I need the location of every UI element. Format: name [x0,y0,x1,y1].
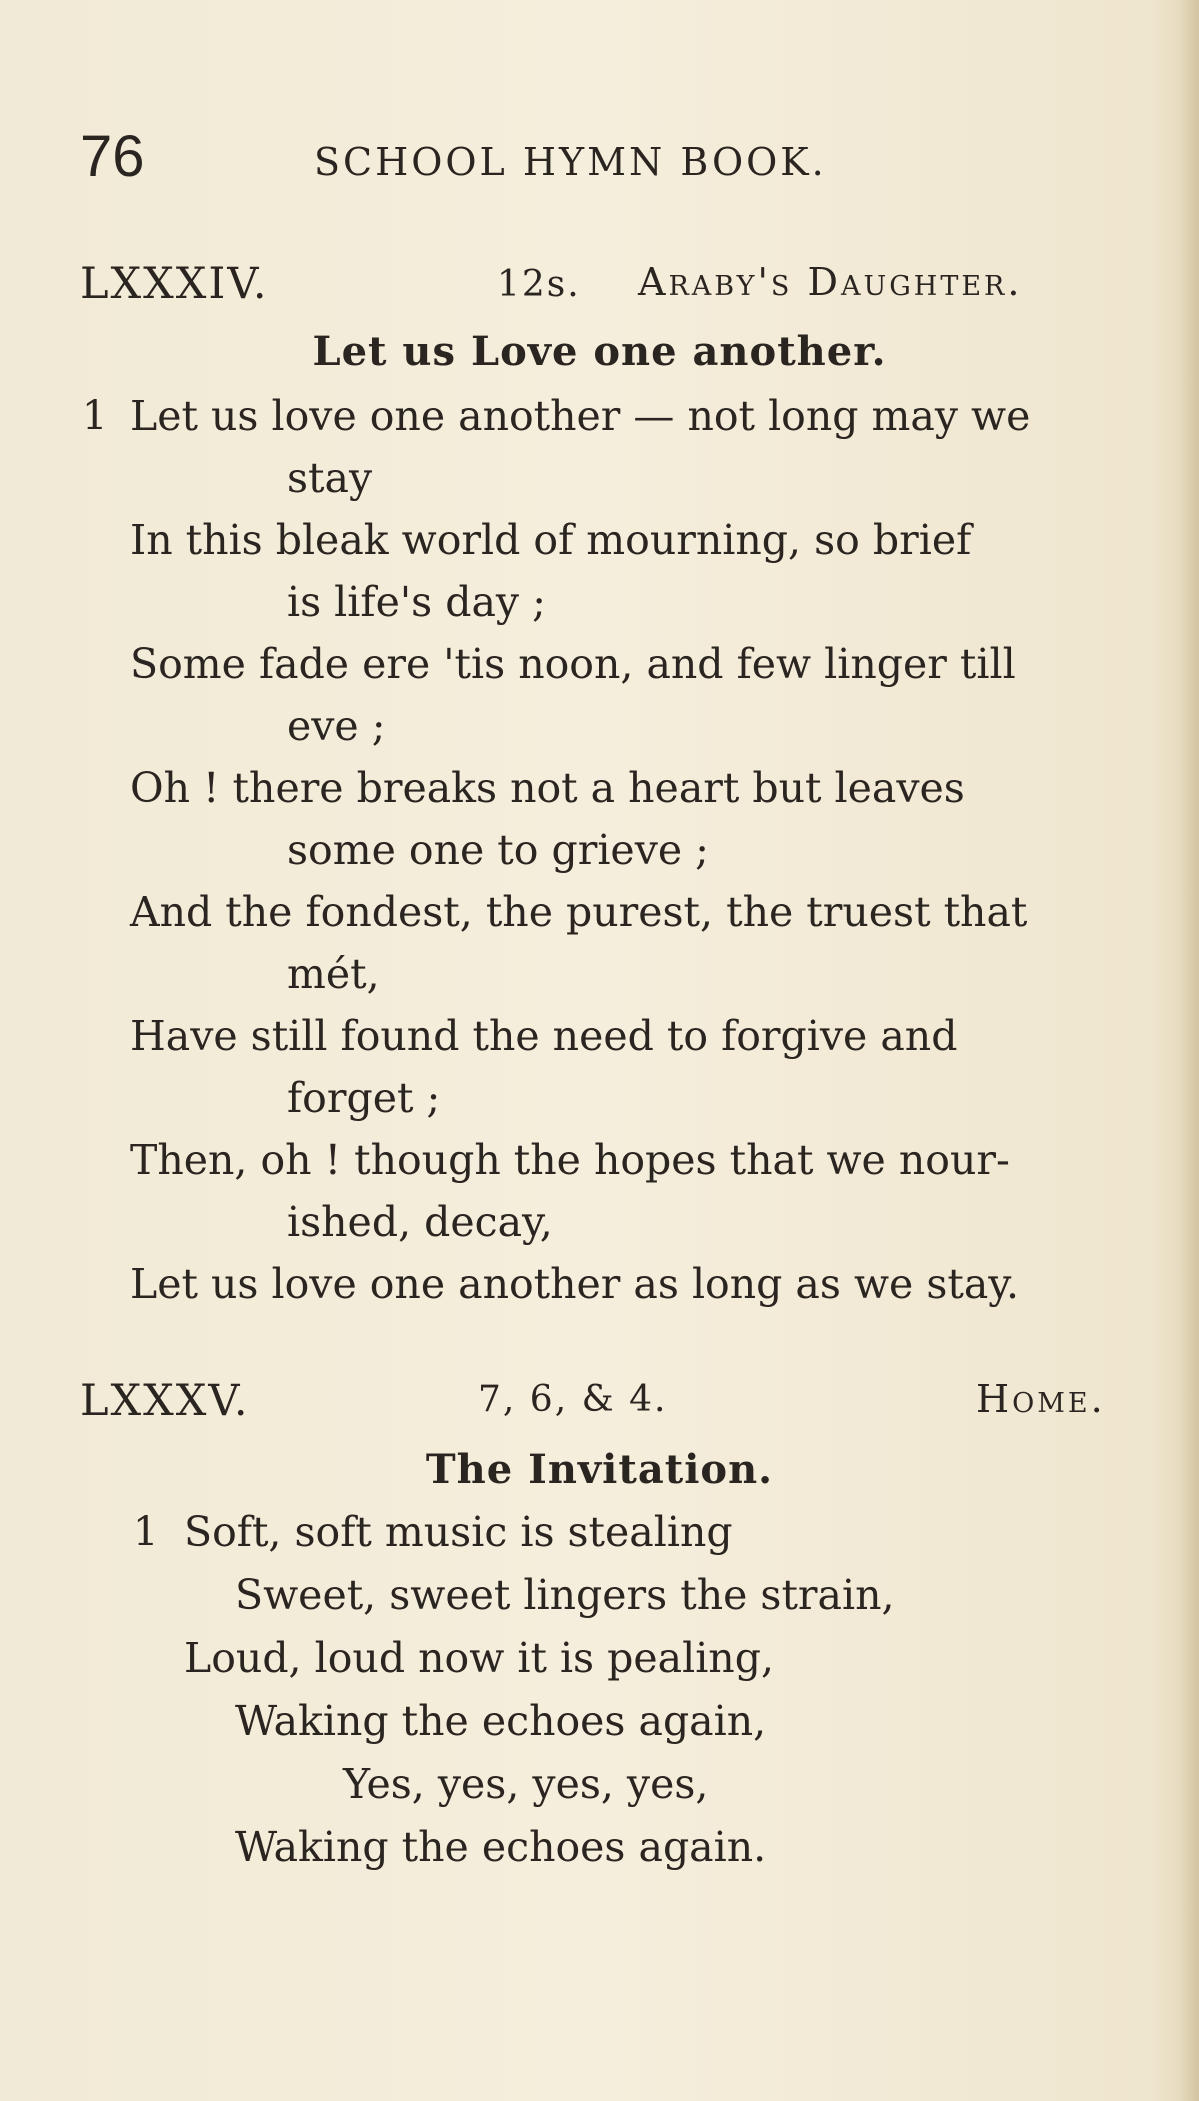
hymn-number: LXXXV. [80,1376,250,1426]
verse-number: 1 [82,393,108,439]
verse-number: 1 [133,1509,159,1555]
verse-line: Then, oh ! though the hopes that we nour- [130,1136,1010,1184]
hymn-title: Let us Love one another. [312,328,887,375]
verse-line: Yes, yes, yes, yes, [343,1760,709,1808]
verse-line: Loud, loud now it is pealing, [184,1634,774,1682]
hymn-tune: Home. [976,1377,1106,1421]
verse-line: some one to grieve ; [287,826,709,874]
verse-line: Some fade ere 'tis noon, and few linger till [130,640,1016,688]
verse-line: Have still found the need to forgive and [130,1012,958,1060]
running-title: SCHOOL HYMN BOOK. [314,140,827,184]
verse-line: stay [287,454,373,502]
verse-line: Let us love one another — not long may we [130,392,1031,440]
verse-line: mét, [287,950,380,998]
verse-line: Waking the echoes again. [235,1823,767,1871]
hymn-tune: Araby's Daughter. [638,260,1023,304]
verse-line: eve ; [287,702,386,750]
verse-line: is life's day ; [287,578,546,626]
verse-line: In this bleak world of mourning, so brief [130,516,972,564]
verse-line: Oh ! there breaks not a heart but leaves [130,764,965,812]
hymn-meter: 7, 6, & 4. [478,1379,668,1420]
verse-line: ished, decay, [287,1198,553,1246]
hymn-title: The Invitation. [425,1446,774,1493]
verse-line: Let us love one another as long as we stay. [130,1260,1020,1308]
hymn-number: LXXXIV. [80,259,269,309]
verse-line: Sweet, sweet lingers the strain, [235,1571,895,1619]
verse-line: Waking the echoes again, [235,1697,767,1745]
page-edge-shadow [1179,0,1199,2101]
verse-line: forget ; [287,1074,441,1122]
page-number: 76 [80,124,145,189]
verse-line: And the fondest, the purest, the truest that [130,888,1028,936]
hymn-meter: 12s. [497,264,581,305]
verse-line: Soft, soft music is stealing [184,1508,733,1556]
